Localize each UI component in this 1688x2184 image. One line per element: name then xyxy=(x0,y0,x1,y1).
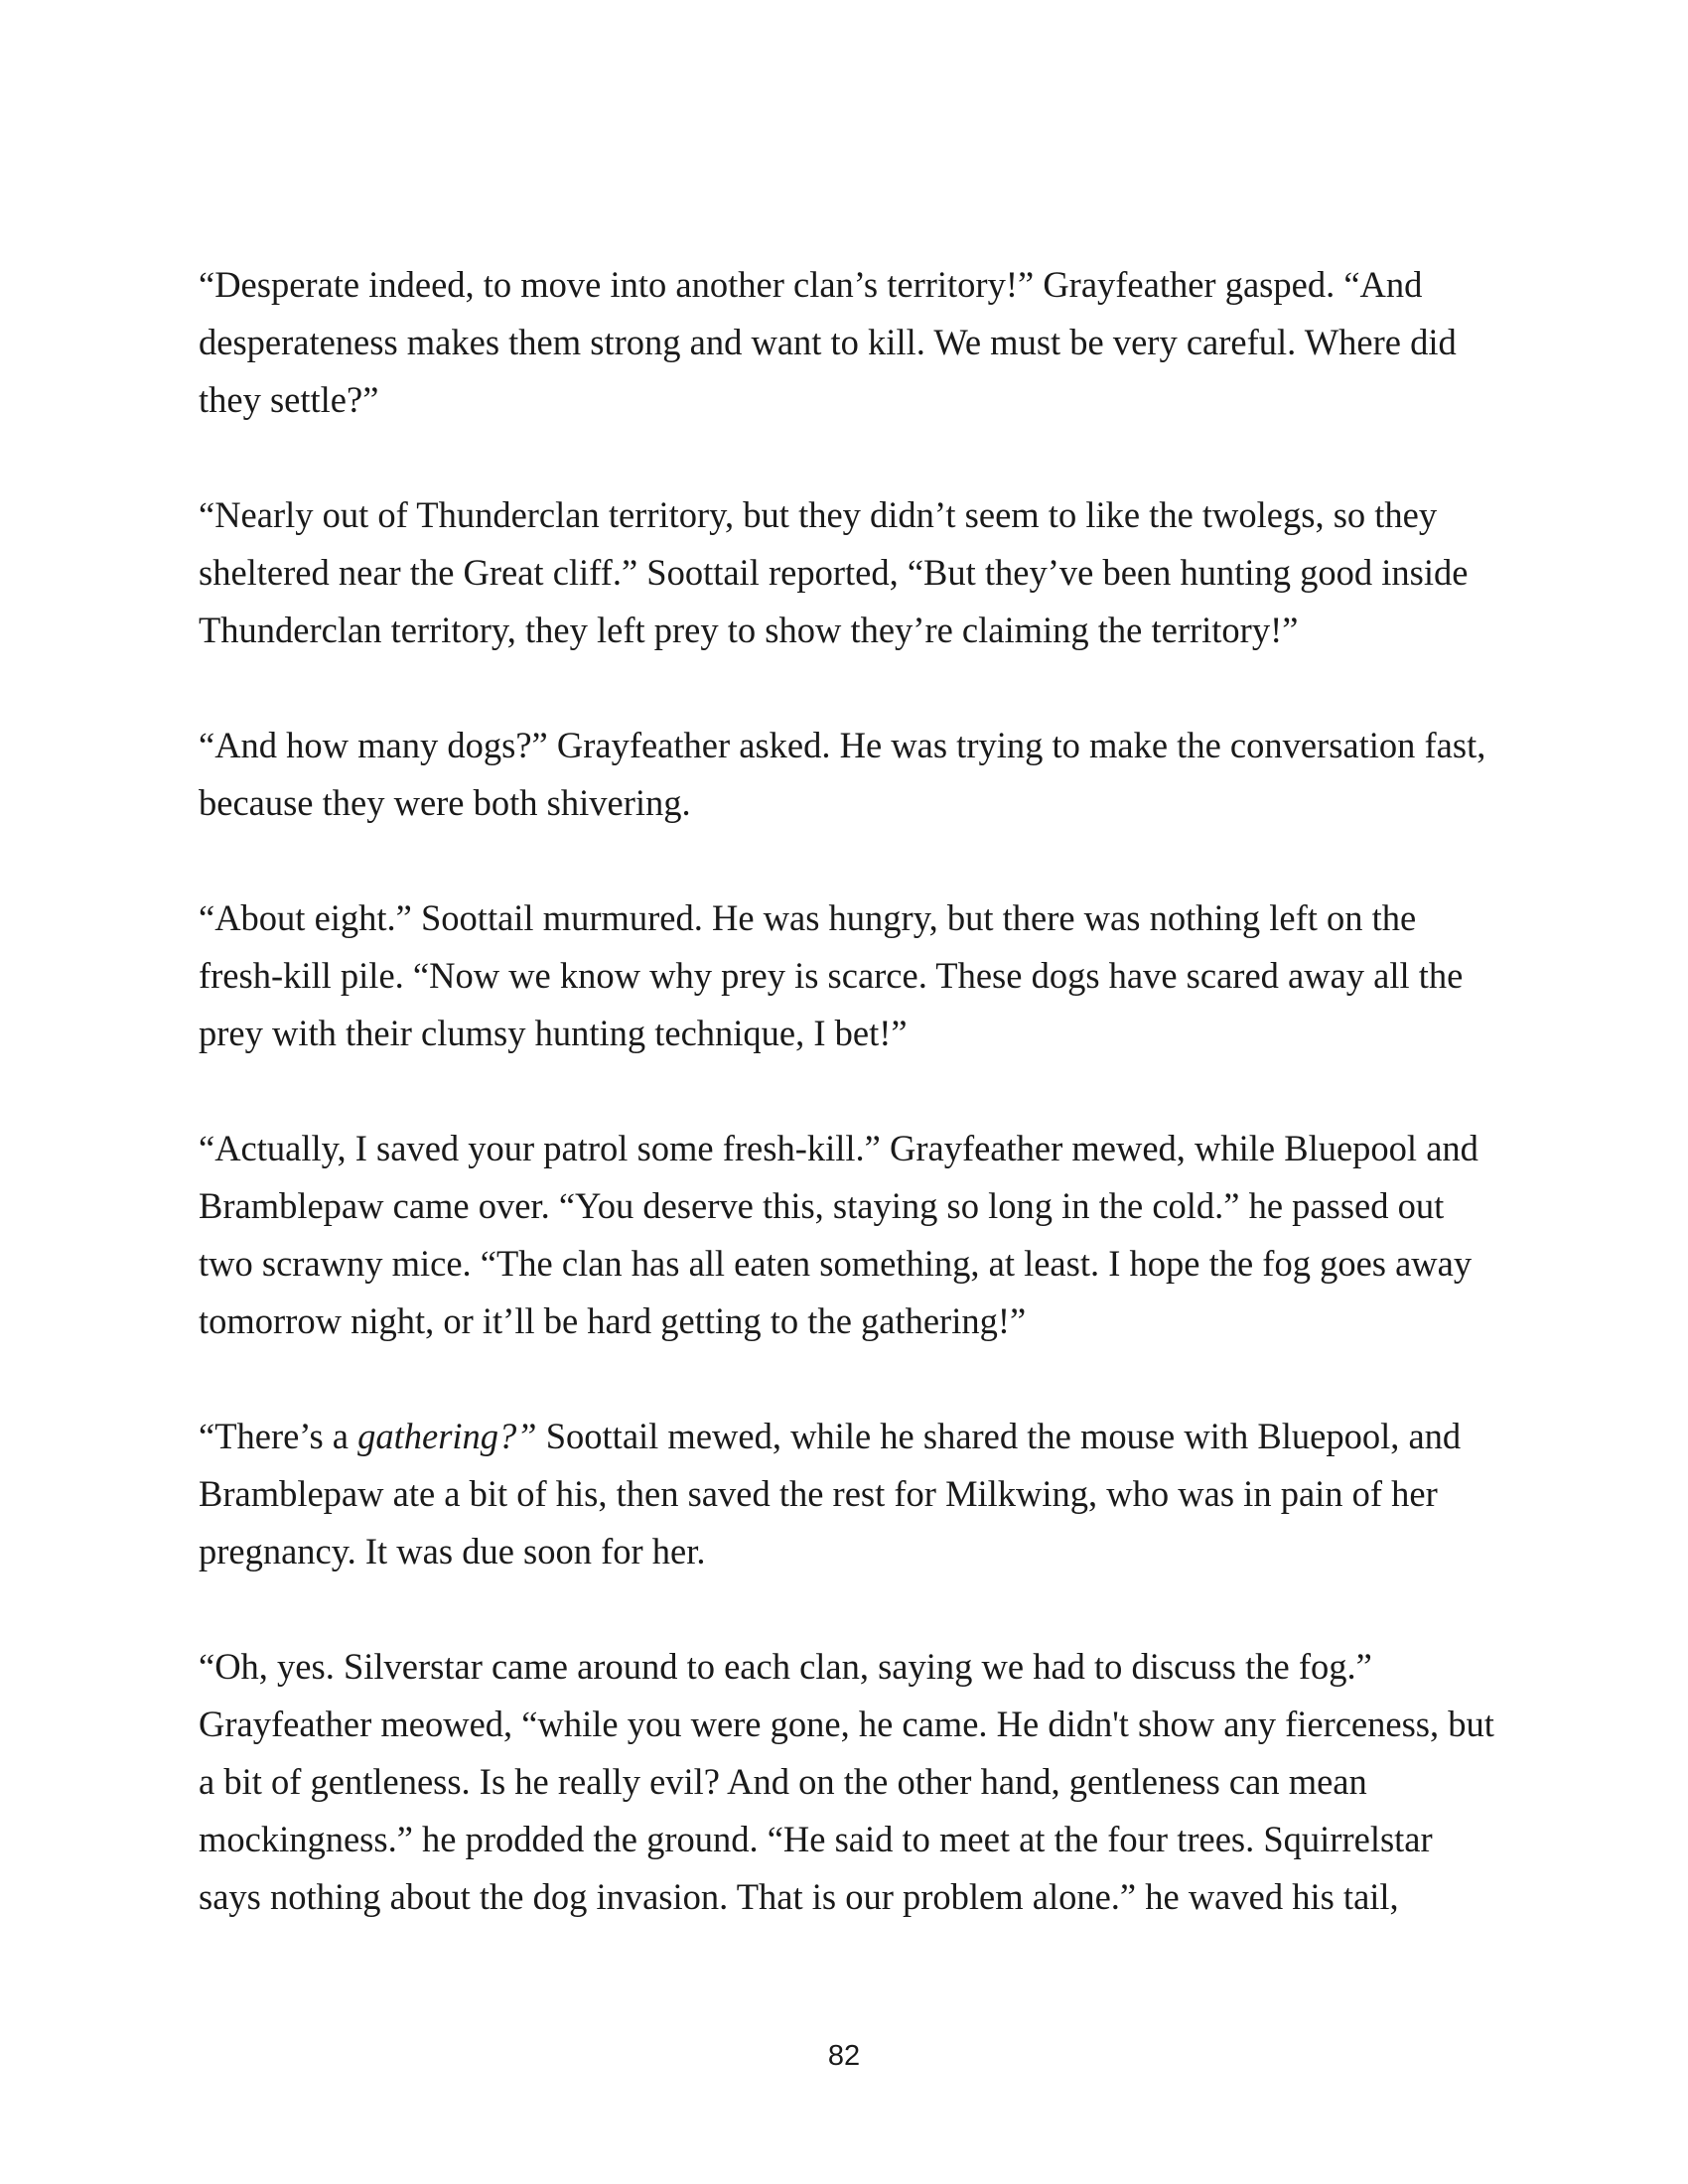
paragraph-6-lead: “There’s a xyxy=(199,1416,358,1456)
paragraph-3: “And how many dogs?” Grayfeather asked. He was trying to make the conversation fast, because they were both shivering. xyxy=(199,725,1486,823)
paragraph-6-rest: Soottail mewed, while he shared the mouse with Bluepool, and Bramblepaw ate a bit of his, then saved the rest for Milkwing, who was in pain of her pregnancy. It was due soon for her. xyxy=(199,1416,1462,1571)
body-text xyxy=(199,256,1499,1926)
paragraph-1: “Desperate indeed, to move into another clan’s territory!” Grayfeather gasped. “And desperateness makes them strong and want to kill. We must be very careful. Where did they settle?” xyxy=(199,264,1457,420)
page-number: 82 xyxy=(827,2040,861,2072)
paragraph-5: “Actually, I saved your patrol some fresh-kill.” Grayfeather mewed, while Bluepool and Bramblepaw came over. “You deserve this, staying so long in the cold.” he passed out two scrawny mice. “The clan has all eaten something, at least. I hope the fog goes away tomorrow night, or it’ll be hard getting to the gathering!” xyxy=(199,1128,1478,1341)
paragraph-2: “Nearly out of Thunderclan territory, but they didn’t seem to like the twolegs, so they sheltered near the Great cliff.” Soottail reported, “But they’ve been hunting good inside Thunderclan territory, they left prey to show they’re claiming the territory!” xyxy=(199,494,1469,650)
paragraph-7: “Oh, yes. Silverstar came around to each clan, saying we had to discuss the fog.” Grayfeather meowed, “while you were gone, he came. He didn't show any fierceness, but a bit of gentleness. Is he really evil? And on the other hand, gentleness can mean mockingness.” he prodded the ground. “He said to meet at the four trees. Squirrelstar says nothing about the dog invasion. That is our problem alone.” he waved his tail, xyxy=(199,1646,1494,1917)
paragraph-4: “About eight.” Soottail murmured. He was hungry, but there was nothing left on the fresh-kill pile. “Now we know why prey is scarce. These dogs have scared away all the prey with their clumsy hunting technique, I bet!” xyxy=(199,897,1464,1053)
paragraph-6 xyxy=(199,1408,1499,1580)
paragraph-6-emphasis: gathering?” xyxy=(357,1416,537,1456)
